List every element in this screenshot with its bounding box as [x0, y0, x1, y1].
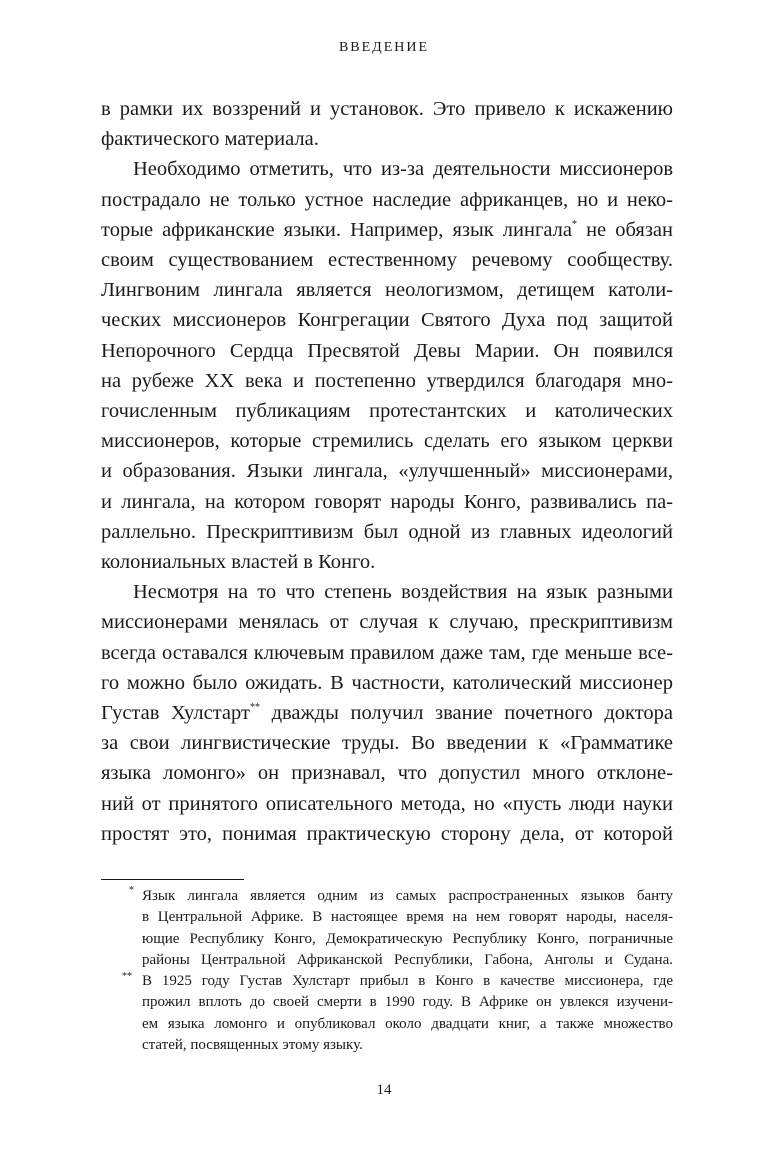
text-line: раллельно. Прескриптивизм был одной из главных идеологий	[101, 520, 673, 543]
text-line: простят это, понимая практическую сторону дела, от которой	[101, 822, 673, 845]
text-line: на рубеже XX века и постепенно утвердился благодаря мно-	[101, 369, 673, 392]
footnotes	[122, 885, 673, 1056]
footnote-line: прожил вплоть до своей смерти в 1990 году. В Африке он увлекся изучени-	[142, 994, 673, 1011]
text-line: своим существованием естественному речевому сообществу.	[101, 249, 673, 272]
footnote-line: ем языка ломонго и опубликовал около двадцати книг, а также множество	[142, 1015, 673, 1032]
text-line: го можно было ожидать. В частности, католический миссионер	[101, 671, 673, 694]
footnote-line: в Центральной Африке. В настоящее время на нем говорят народы, населя-	[142, 909, 673, 926]
text-line: Непорочного Сердца Пресвятой Девы Марии. Он появился	[101, 339, 673, 362]
footnote-reference[interactable]: *	[572, 218, 577, 230]
text-line: Лингвоним лингала является неологизмом, детищем католи-	[101, 279, 673, 302]
footnote-line: статей, посвященных этому языку.	[142, 1037, 363, 1054]
text-line: языка ломонго» он признавал, что допустил много отклоне-	[101, 762, 673, 785]
text-line: ческих миссионеров Конгрегации Святого Духа под защитой	[101, 309, 673, 332]
text-segment: торые африканские языки. Например, язык лингала	[101, 218, 572, 241]
text-line: за свои лингвистические труды. Во введении к «Грамматике	[101, 732, 673, 755]
text-line: и лингала, на котором говорят народы Конго, развивались па-	[101, 490, 673, 513]
text-segment: не обязан	[577, 218, 673, 241]
text-segment: дважды получил звание почетного доктора	[259, 702, 673, 725]
footnote-line: ющие Республику Конго, Демократическую Республику Конго, пограничные	[142, 930, 673, 947]
text-line: всегда оставался ключевым правилом даже там, где меньше все-	[101, 641, 673, 664]
text-line: и образования. Языки лингала, «улучшенный» миссионерами,	[101, 460, 673, 483]
text-line: миссионерами менялась от случая к случаю, прескриптивизм	[101, 611, 673, 634]
body-text	[101, 94, 673, 849]
text-line	[101, 215, 673, 245]
text-line: Несмотря на то что степень воздействия на язык разными	[133, 581, 673, 604]
page-number: 14	[376, 1082, 392, 1098]
running-header: ВВЕДЕНИЕ	[338, 40, 430, 55]
footnote-line: Язык лингала является одним из самых распространенных языков банту	[142, 888, 673, 904]
footnote-line: районы Центральной Африканской Республики, Габона, Анголы и Судана.	[142, 951, 673, 968]
text-line: миссионеров, которые стремились сделать его языком церкви	[101, 430, 673, 453]
text-line: Необходимо отметить, что из-за деятельности миссионеров	[133, 158, 673, 181]
text-line: пострадало не только устное наследие африканцев, но и неко-	[101, 188, 673, 211]
text-line: в рамки их воззрений и установок. Это привело к искажению	[101, 98, 673, 120]
footnote-reference[interactable]: **	[249, 702, 260, 714]
footnote-mark: *	[129, 885, 134, 896]
text-line: колониальных властей в Конго.	[101, 551, 376, 574]
text-segment: Густав Хулстарт	[101, 702, 250, 725]
footnote-mark: **	[122, 971, 132, 982]
footnote-line: В 1925 году Густав Хулстарт прибыл в Конго в качестве миссионера, где	[142, 973, 673, 990]
text-line	[101, 698, 673, 728]
text-line: гочисленным публикациям протестантских и католических	[101, 400, 673, 423]
footnote-separator	[101, 879, 244, 880]
text-line: ний от принятого описательного метода, но «пусть люди науки	[101, 792, 673, 815]
text-line: фактического материала.	[101, 128, 319, 151]
